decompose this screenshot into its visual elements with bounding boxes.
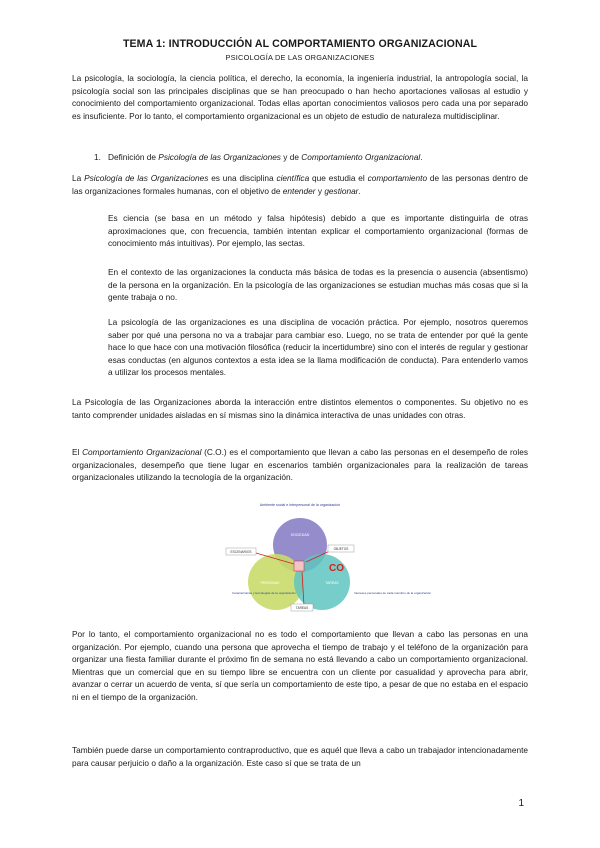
counterproductive-paragraph: También puede darse un comportamiento contraproductivo, que es aquél que lleva a cabo un trabajador intencionadamente para causar perjuicio o daño a la organización. Este caso sí que se trata de un [72,745,528,768]
text-run: Psicología de las Organizaciones [84,173,209,183]
section-heading [94,152,423,162]
text-run: Comportamiento Organizacional [82,447,202,457]
intro-paragraph: La psicología, la sociología, la ciencia política, el derecho, la economía, la ingeniería industrial, la antropología social, la psicología social son las principales disciplinas que se han preocupado o han hecho aportaciones valiosas al estudio y conocimiento del comportamiento organizacional. Todas ellas aportan conocimientos valiosos pero cada una por separado es insuficiente. Por lo tanto, el comportamiento organizacional es un objeto de estudio de naturaleza multidisciplinar. [72,73,528,121]
section-heading-term2: Comportamiento Organizacional [301,152,421,162]
text-run: comportamiento [367,173,428,183]
page-number: 1 [518,798,524,809]
definition-co-paragraph [72,446,528,484]
box-escenarios-label: ESCENARIOS [230,550,252,554]
right-caption: Intereses personales de cada miembro de la organización [354,591,432,595]
section-heading-term1: Psicología de las Organizaciones [158,152,281,162]
section-heading-pre: Definición de [108,152,159,162]
text-run: que estudia el [309,173,368,183]
text-run: entender [282,185,316,196]
text-run: gestionar [324,185,359,196]
circle-left-label: PERSONAS [260,581,280,585]
page-title: TEMA 1: INTRODUCCIÓN AL COMPORTAMIENTO ORGANIZACIONAL [122,38,478,50]
circle-right-label: TAREAS [325,581,339,585]
section-heading-end: . [420,152,423,162]
left-caption: Características y tecnologías de la organización [232,591,296,595]
text-run: de las personas dentro de las organizaciones formales humanas, con el objetivo de [72,173,528,196]
text-run: es una disciplina [208,173,277,183]
text-run: (C.O.) es el comportamiento que llevan a cabo las personas en el desempeño de roles organizacionales, desempeño que tiene lugar en escenarios también organizacionales para la realización de tareas organizacionales utilizando la tecnología de la organización. [72,447,528,483]
indented-paragraph: En el contexto de las organizaciones la conducta más básica de todas es la presencia o ausencia (absentismo) de la persona en la organización. En la psicología de las organizaciones se estudian muchas más cosas que si la gente trabaja o no. [108,267,528,303]
page-subtitle: PSICOLOGÍA DE LAS ORGANIZACIONES [225,53,375,62]
text-run: y [315,185,325,196]
text-run: . [358,185,361,196]
elements-paragraph: La Psicología de las Organizaciones aborda la interacción entre distintos elementos o componentes. Su objetivo no es tanto comprender unidades aisladas en sí mismas sino la dinámica interactiva de unas unidades con otras. [72,397,528,420]
text-run: La [72,173,85,183]
indented-paragraph: La psicología de las organizaciones es una disciplina de vocación práctica. Por ejemplo, nosotros queremos saber por qué una persona no va a trabajar para cambiar eso. Luego, no se trata de entender por qué la gente hace lo que hace con una motivación filosófica (reducir la incertidumbre) sino con el interés de regular y gestionar esas conductas (en algunos contextos a esta idea se la llama modificación de conducta). Para entenderlo vamos a utilizar los procesos mentales. [108,317,528,378]
circle-top-label: SOCIEDAD [290,533,310,537]
definition-po-paragraph [72,172,528,197]
not-all-behaviour-paragraph: Por lo tanto, el comportamiento organizacional no es todo el comportamiento que llevan a cabo las personas en una organización. Por ejemplo, cuando una persona que aprovecha el tiempo de trabajo y el teléfono de la organización para organizar una fiesta familiar durante el próximo fin de semana no está llevando a cabo un comportamiento organizacional. Mientras que un comercial que en su tiempo libre se encuentra con un cliente por casualidad y aprovecha para abrir, avanzar o cerrar un acuerdo de venta, sí que sería un comportamiento de este tipo, a pesar de que no estaba en el espacio ni en el tiempo de la organización. [72,629,528,702]
co-venn-diagram [212,498,432,616]
section-number: 1. [94,152,101,162]
text-run: El [72,447,83,457]
diagram-top-label: Ambiente social e interpersonal de la organización [259,503,341,507]
co-center-mark [294,561,304,571]
indented-paragraph: Es ciencia (se basa en un método y falsa hipótesis) debido a que es importante distinguirla de otras aproximaciones que, con frecuencia, también intentan explicar el comportamiento organizacional (formas de conocimiento más intuitivas). Por ejemplo, las sectas. [108,213,528,249]
box-tareas-label: TAREAS [295,606,309,610]
co-label: CO [329,563,344,574]
section-heading-mid: y de [280,152,302,162]
text-run: científica [276,173,310,183]
box-objetos-label: OBJETOS [333,547,349,551]
